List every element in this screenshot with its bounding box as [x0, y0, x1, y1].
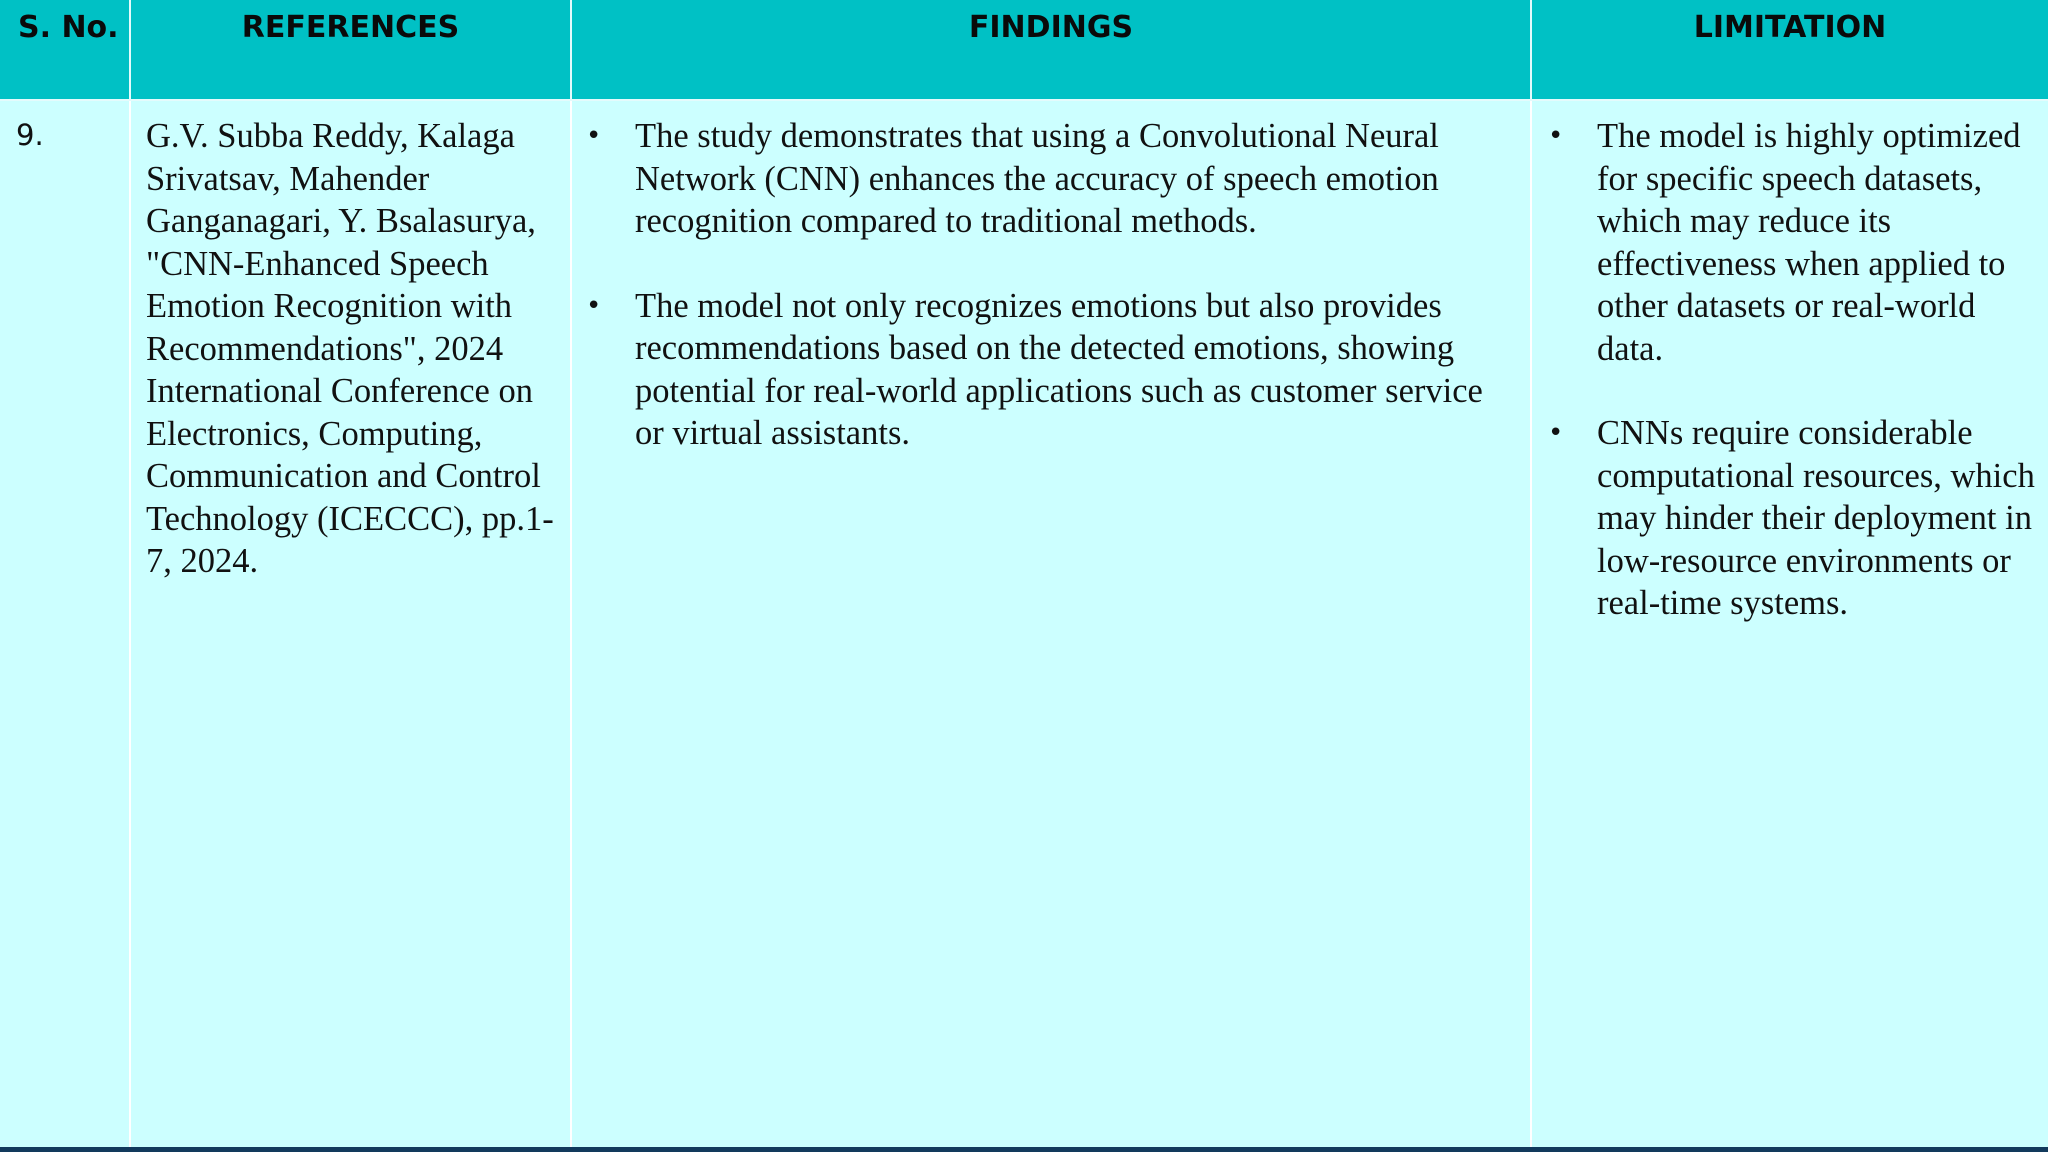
limitation-item — [1548, 412, 2044, 625]
findings-cell — [571, 100, 1531, 1147]
header-limitation: LIMITATION — [1531, 0, 2048, 100]
header-sno: S. No. — [0, 0, 130, 100]
bullet-icon: • — [586, 121, 602, 151]
table-row — [0, 100, 2048, 1147]
table-header-row — [0, 0, 2048, 100]
bottom-bar — [0, 1147, 2048, 1152]
findings-text: The study demonstrates that using a Convolutional Neural Network (CNN) enhances the accuracy of speech emotion recognition compared to traditional methods. — [635, 117, 1439, 240]
findings-list — [586, 115, 1518, 455]
bullet-icon: • — [1548, 418, 1564, 448]
limitation-text: The model is highly optimized for specific speech datasets, which may reduce its effectiveness when applied to other datasets or real-world data. — [1597, 117, 2021, 368]
limitation-text: CNNs require considerable computational resources, which may hinder their deployment in low-resource environments or real-time systems. — [1597, 414, 2035, 622]
findings-item — [586, 115, 1518, 243]
header-findings: FINDINGS — [571, 0, 1531, 100]
sno-cell: 9. — [0, 100, 130, 1147]
bullet-icon: • — [1548, 121, 1564, 151]
limitation-cell — [1531, 100, 2048, 1147]
bullet-icon: • — [586, 290, 602, 321]
limitation-item — [1548, 115, 2044, 370]
header-references: REFERENCES — [130, 0, 571, 100]
findings-item — [586, 285, 1518, 455]
limitation-list — [1548, 115, 2044, 625]
reference-cell: G.V. Subba Reddy, Kalaga Srivatsav, Mahender Ganganagari, Y. Bsalasurya, "CNN-Enhanced Speech Emotion Recognition with Recommendations", 2024 International Conference on Electronics, Computing, Communication and Control Technology (ICECCC), pp.1-7, 2024. — [130, 100, 571, 1147]
findings-text: The model not only recognizes emotions but also provides recommendations based on the detected emotions, showing potential for real-world applications such as customer service or virtual assistants. — [635, 286, 1483, 452]
